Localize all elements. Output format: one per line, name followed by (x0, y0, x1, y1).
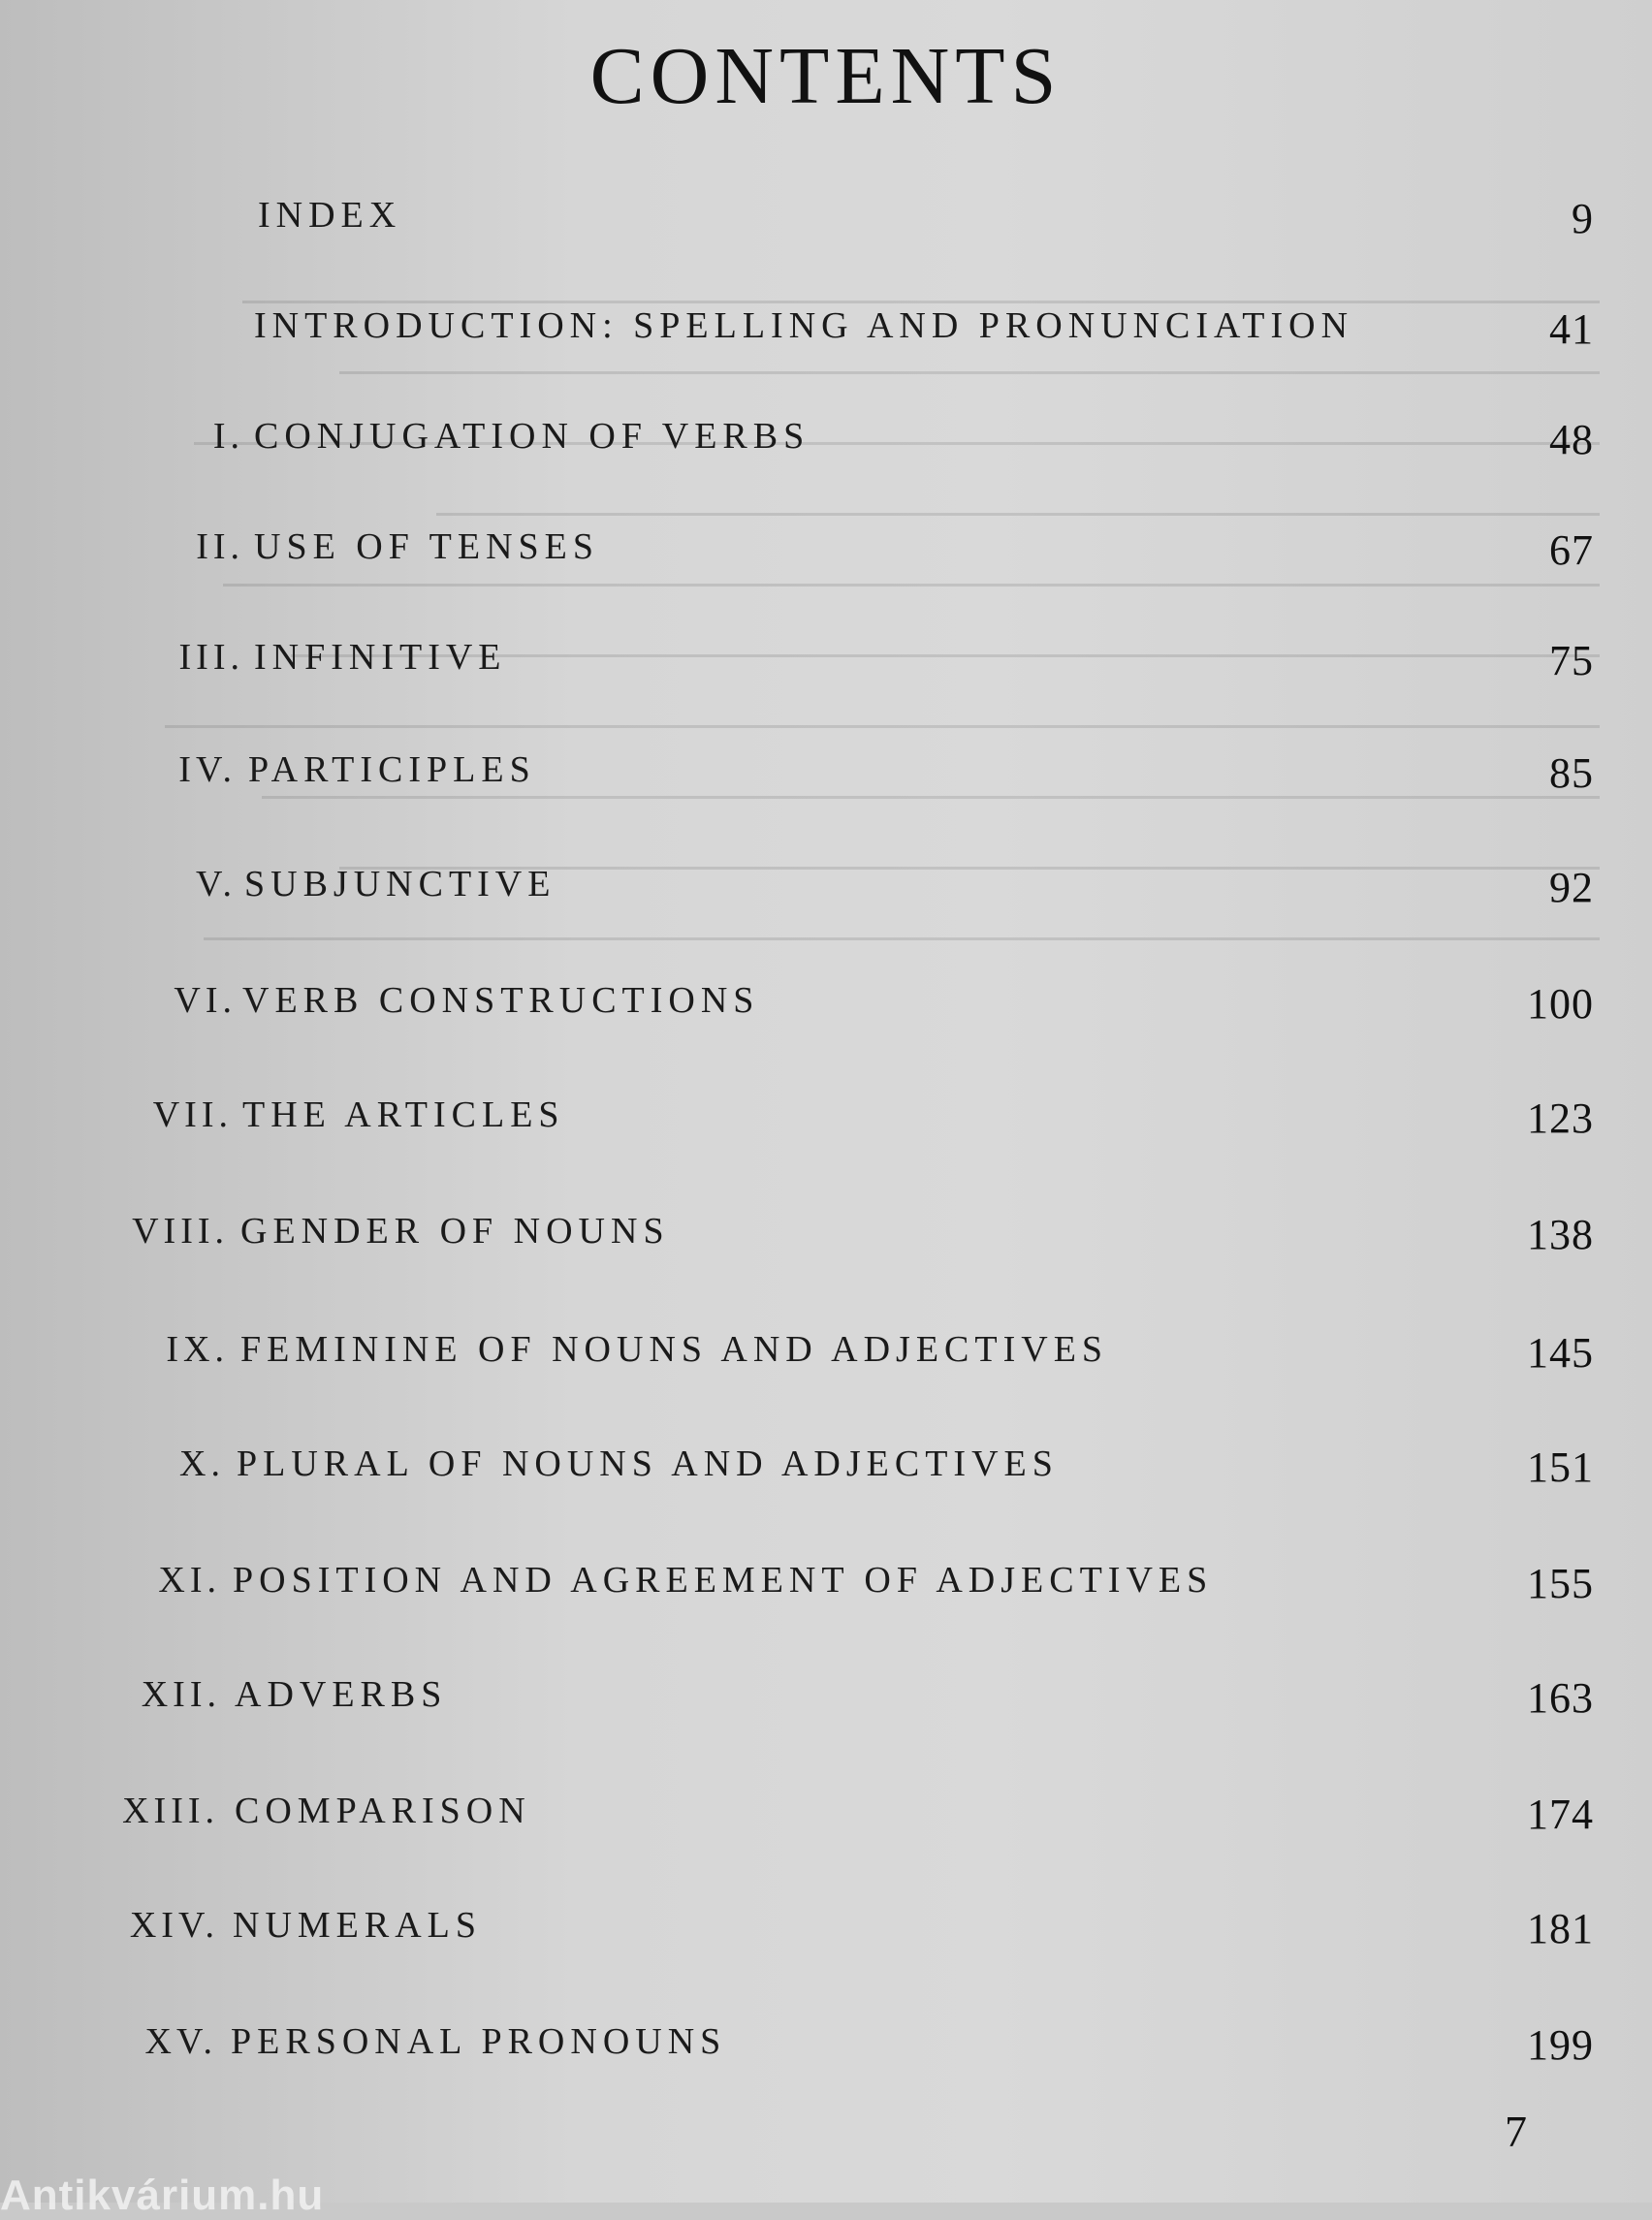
chapter-title: GENDER OF NOUNS (240, 1211, 670, 1252)
toc-entry (0, 194, 1652, 271)
page-number: 92 (1549, 864, 1594, 911)
chapter-number: XV. (144, 2021, 217, 2062)
chapter-number: XI. (158, 1560, 221, 1601)
toc-entry (0, 1328, 1652, 1406)
chapter-number: IX. (166, 1329, 229, 1370)
chapter-number: III. (178, 637, 244, 678)
page-number: 48 (1549, 416, 1594, 463)
chapter-number: V. (195, 864, 237, 904)
page-number: 9 (1572, 195, 1594, 242)
chapter-number: I. (212, 416, 244, 457)
chapter-number: VII. (152, 1094, 233, 1135)
toc-entry (0, 636, 1652, 714)
page-title: CONTENTS (589, 31, 1063, 121)
page-number: 163 (1527, 1674, 1594, 1722)
page-number: 155 (1527, 1560, 1594, 1607)
toc-entry (0, 863, 1652, 940)
chapter-number: XII. (141, 1674, 221, 1715)
chapter-title: PARTICIPLES (248, 749, 536, 790)
toc-entry (0, 525, 1652, 603)
chapter-number: VIII. (132, 1211, 229, 1252)
chapter-title: THE ARTICLES (242, 1094, 565, 1135)
chapter-number: VI. (174, 980, 237, 1021)
page-number: 138 (1527, 1211, 1594, 1258)
page-number: 41 (1549, 305, 1594, 353)
toc-entry (0, 748, 1652, 826)
toc-entry (0, 1790, 1652, 1867)
chapter-title: PERSONAL PRONOUNS (231, 2021, 727, 2062)
page-number: 199 (1527, 2021, 1594, 2069)
chapter-title: USE OF TENSES (254, 526, 600, 567)
toc-entry (0, 1904, 1652, 1982)
toc-entry (0, 415, 1652, 492)
page-number: 123 (1527, 1094, 1594, 1142)
show-through-texture (87, 0, 1600, 1260)
chapter-title: CONJUGATION OF VERBS (254, 416, 810, 457)
chapter-number: IV. (178, 749, 237, 790)
toc-entry (0, 1443, 1652, 1520)
page-number: 100 (1527, 980, 1594, 1028)
toc-entry (0, 1559, 1652, 1636)
toc-entry (0, 1673, 1652, 1751)
chapter-number: X. (179, 1443, 225, 1484)
page-number: 75 (1549, 637, 1594, 684)
chapter-number: XIV. (129, 1905, 219, 1946)
toc-entry (0, 1210, 1652, 1287)
chapter-title: INTRODUCTION: SPELLING AND PRONUNCIATION (254, 305, 1354, 346)
page-number: 174 (1527, 1791, 1594, 1838)
chapter-title: NUMERALS (233, 1905, 483, 1946)
chapter-number: XIII. (122, 1791, 219, 1831)
chapter-title: INFINITIVE (254, 637, 507, 678)
chapter-title: ADVERBS (235, 1674, 448, 1715)
toc-entry (0, 304, 1652, 382)
page-number: 181 (1527, 1905, 1594, 1952)
chapter-title: FEMININE OF NOUNS AND ADJECTIVES (240, 1329, 1109, 1370)
toc-entry (0, 979, 1652, 1057)
page-number: 67 (1549, 526, 1594, 574)
toc-entry (0, 1094, 1652, 1171)
watermark-text: Antikvárium.hu (0, 2172, 325, 2219)
page-number: 151 (1527, 1443, 1594, 1491)
chapter-title: SUBJUNCTIVE (244, 864, 556, 904)
chapter-title: INDEX (258, 195, 402, 236)
page-number: 145 (1527, 1329, 1594, 1377)
toc-entry (0, 2020, 1652, 2098)
chapter-title: PLURAL OF NOUNS AND ADJECTIVES (237, 1443, 1059, 1484)
chapter-number: II. (196, 526, 244, 567)
page-folio: 7 (1505, 2107, 1527, 2156)
page-number: 85 (1549, 749, 1594, 797)
chapter-title: POSITION AND AGREEMENT OF ADJECTIVES (233, 1560, 1214, 1601)
chapter-title: VERB CONSTRUCTIONS (242, 980, 760, 1021)
chapter-title: COMPARISON (235, 1791, 531, 1831)
